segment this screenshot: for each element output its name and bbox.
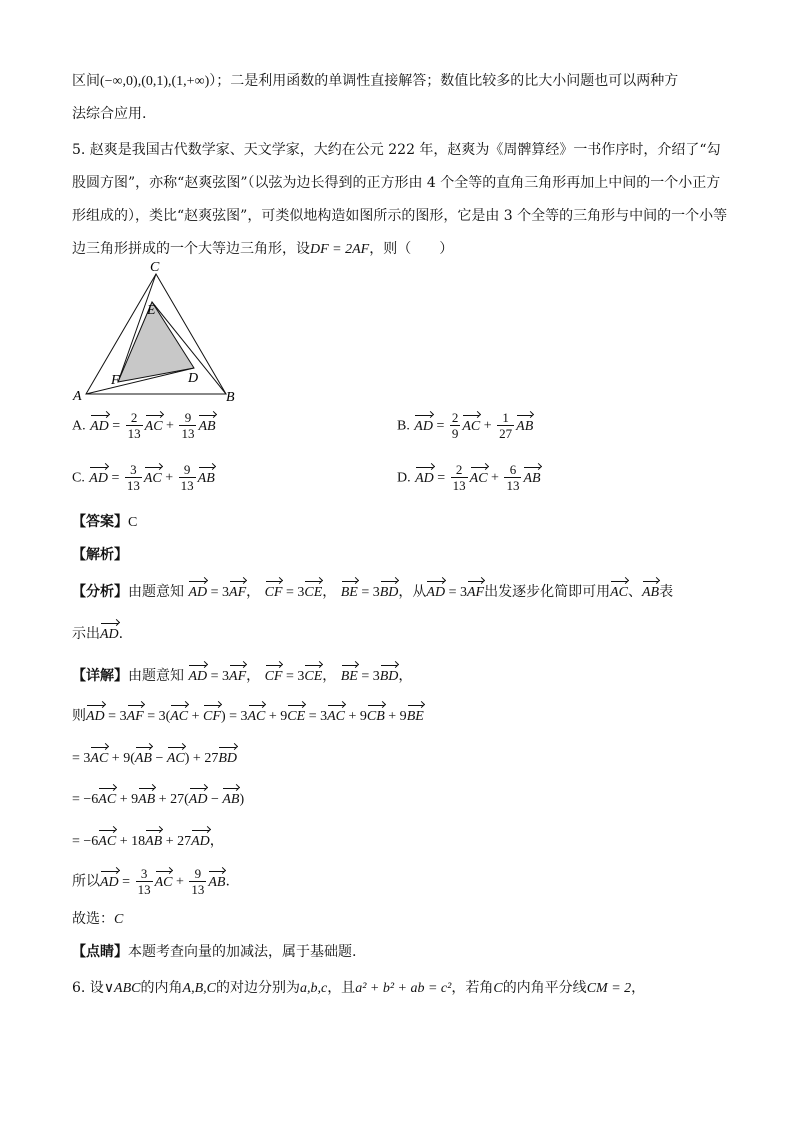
answer-line: [72, 512, 137, 533]
figure-lines: [86, 274, 226, 394]
option-b[interactable]: B. AD = $\frac{2}{9}$ AC + $\frac{1}{27}$ AB: [397, 410, 534, 441]
vec-af: AF: [467, 583, 484, 603]
vec-ad: AD: [188, 583, 207, 603]
q5-text: 边三角形拼成的一个大等边三角形，设: [72, 241, 310, 257]
answer-tag: 【答案】: [72, 514, 128, 530]
vec-be: BE: [341, 667, 358, 687]
q6-cm: CM = 2: [586, 981, 632, 996]
q6-equation: a² + b² + ab = c²: [355, 981, 452, 996]
q5-line-4: [72, 239, 453, 260]
guxuan-value: C: [114, 912, 124, 927]
vec-ad: AD: [426, 583, 445, 603]
jiexi-line: [72, 545, 128, 565]
vec-ab: AB: [523, 469, 540, 489]
vec-ce: CE: [304, 667, 322, 687]
frac-3-13: $\frac{3}{13}$: [126, 462, 140, 493]
vec-ab: AB: [516, 417, 533, 437]
vec-ab: AB: [642, 583, 659, 603]
option-c[interactable]: C. AD = $\frac{3}{13}$ AC + $\frac{9}{13}$ AB: [72, 462, 215, 493]
step-4: = −6AC + 18AB + 27AD，: [72, 831, 224, 852]
dianjing-text: 本题考查向量的加减法，属于基础题.: [128, 944, 357, 960]
frac-2-13: $\frac{2}{13}$: [452, 462, 466, 493]
vec-ac: AC: [462, 417, 480, 437]
step-5: 所以AD = $\frac{3}{13}$ AC + $\frac{9}{13}$ AB.: [72, 866, 230, 897]
vec-ac: AC: [470, 469, 488, 489]
fenxi-line-2: 示出AD.: [72, 624, 123, 645]
vec-ad: AD: [414, 417, 433, 437]
q5-line-1: [72, 140, 721, 160]
fenxi-text: 出发逐步化简即可用: [484, 584, 611, 600]
fenxi-tag: 【分析】: [72, 584, 128, 600]
step-3: = −6AC + 9AB + 27(AD − AB): [72, 789, 244, 810]
frac-9-13: $\frac{9}{13}$: [181, 410, 195, 441]
option-c-letter: C.: [72, 470, 85, 486]
step-2: = 3AC + 9(AB − AC) + 27BD: [72, 748, 237, 769]
shaded-triangle-def: [118, 302, 194, 382]
option-d[interactable]: D. AD = $\frac{2}{13}$ AC + $\frac{6}{13}$ AB: [397, 462, 541, 493]
suoyi-text: 所以: [72, 873, 100, 890]
q5-text: 5. 赵爽是我国古代数学家、天文学家，大约在公元 222 年，赵爽为《周髀算经》一书作序时，介绍了“勾: [72, 142, 721, 158]
vec-ad: AD: [90, 417, 109, 437]
vec-ad: AD: [100, 625, 119, 645]
fenxi-text: 由题意知: [128, 584, 184, 600]
vec-ad: AD: [188, 667, 207, 687]
triangle-figure: [70, 258, 250, 408]
q5-text: ，则（ ）: [369, 241, 454, 257]
option-b-letter: B.: [397, 418, 410, 434]
q5-text: 形组成的），类比“赵爽弦图”，可类似地构造如图所示的图形，它是由 3 个全等的三角形与中间的一个小等: [72, 208, 728, 224]
q6-line-1: 6. 设∨ABC的内角A,B,C的对边分别为a,b,c，且a² + b² + ab = c²，若角C的内角平分线CM = 2，: [72, 980, 646, 996]
intervals-math: (−∞,0),(0,1),(1,+∞): [100, 74, 210, 89]
vec-ac: AC: [144, 469, 162, 489]
vec-af: AF: [229, 583, 246, 603]
label-f: F: [111, 373, 120, 388]
vec-ac: AC: [610, 583, 628, 603]
choose-line: [72, 909, 123, 930]
q5-condition: DF = 2AF: [310, 242, 370, 257]
vec-ac: AC: [145, 417, 163, 437]
ze-text: 则: [72, 708, 86, 724]
label-c: C: [150, 260, 160, 275]
label-a: A: [73, 389, 82, 404]
frac-2-9: $\frac{2}{9}$: [451, 410, 459, 441]
vec-bd: BD: [380, 667, 399, 687]
vec-ad: AD: [415, 469, 434, 489]
intro-text-b: ）；二是利用函数的单调性直接解答；数值比较多的比大小问题也可以两种方: [209, 73, 679, 89]
fenxi-text: 示出: [72, 626, 100, 642]
q5-text: 股圆方图”，亦称“赵爽弦图”（以弦为边长得到的正方形由 4 个全等的直角三角形再加上中间的一个小正方: [72, 175, 721, 191]
xiangjie-tag: 【详解】: [72, 668, 128, 684]
fenxi-text: 表: [659, 584, 674, 600]
frac-1-27: $\frac{1}{27}$: [499, 410, 513, 441]
guxuan-text: 故选：: [72, 911, 114, 927]
intro-line-1: [72, 71, 678, 92]
intro-text-2: 法综合应用.: [72, 106, 147, 122]
step-1: 则AD = 3AF = 3(AC + CF) = 3AC + 9CE = 3AC + 9CB + 9BE: [72, 706, 424, 727]
frac-2-13: $\frac{2}{13}$: [127, 410, 141, 441]
option-a-letter: A.: [72, 418, 86, 434]
q5-line-3: [72, 206, 727, 226]
intro-text: 区间: [72, 73, 100, 89]
fenxi-text: ，从: [398, 584, 427, 600]
option-a[interactable]: A. AD = $\frac{2}{13}$ AC + $\frac{9}{13}$ AB: [72, 410, 216, 441]
intro-line-2: [72, 104, 146, 124]
vec-cf: CF: [265, 667, 283, 687]
label-e: E: [147, 303, 156, 318]
jiexi-tag: 【解析】: [72, 547, 128, 563]
vec-af: AF: [229, 667, 246, 687]
xiangjie-text: 由题意知: [128, 668, 184, 684]
fenxi-line-1: 【分析】由题意知 AD = 3AF， CF = 3CE， BE = 3BD，从AD = 3AF出发逐步化简即可用AC、AB表: [72, 582, 673, 603]
label-d: D: [188, 371, 199, 386]
vec-cf: CF: [265, 583, 283, 603]
frac-9-13: $\frac{9}{13}$: [180, 462, 194, 493]
q6-triangle: ∨ABC: [103, 981, 141, 996]
label-b: B: [226, 390, 235, 405]
vec-bd: BD: [380, 583, 399, 603]
xiangjie-line-1: 【详解】由题意知 AD = 3AF， CF = 3CE， BE = 3BD，: [72, 666, 412, 687]
answer-value: C: [128, 515, 138, 530]
vec-ab: AB: [198, 469, 215, 489]
frac-6-13: $\frac{6}{13}$: [506, 462, 520, 493]
vec-ce: CE: [304, 583, 322, 603]
vec-ab: AB: [198, 417, 215, 437]
option-d-letter: D.: [397, 470, 411, 486]
dianjing-line: [72, 942, 356, 962]
vec-ad: AD: [89, 469, 108, 489]
q5-line-2: [72, 173, 720, 193]
vec-be: BE: [341, 583, 358, 603]
dianjing-tag: 【点睛】: [72, 944, 128, 960]
